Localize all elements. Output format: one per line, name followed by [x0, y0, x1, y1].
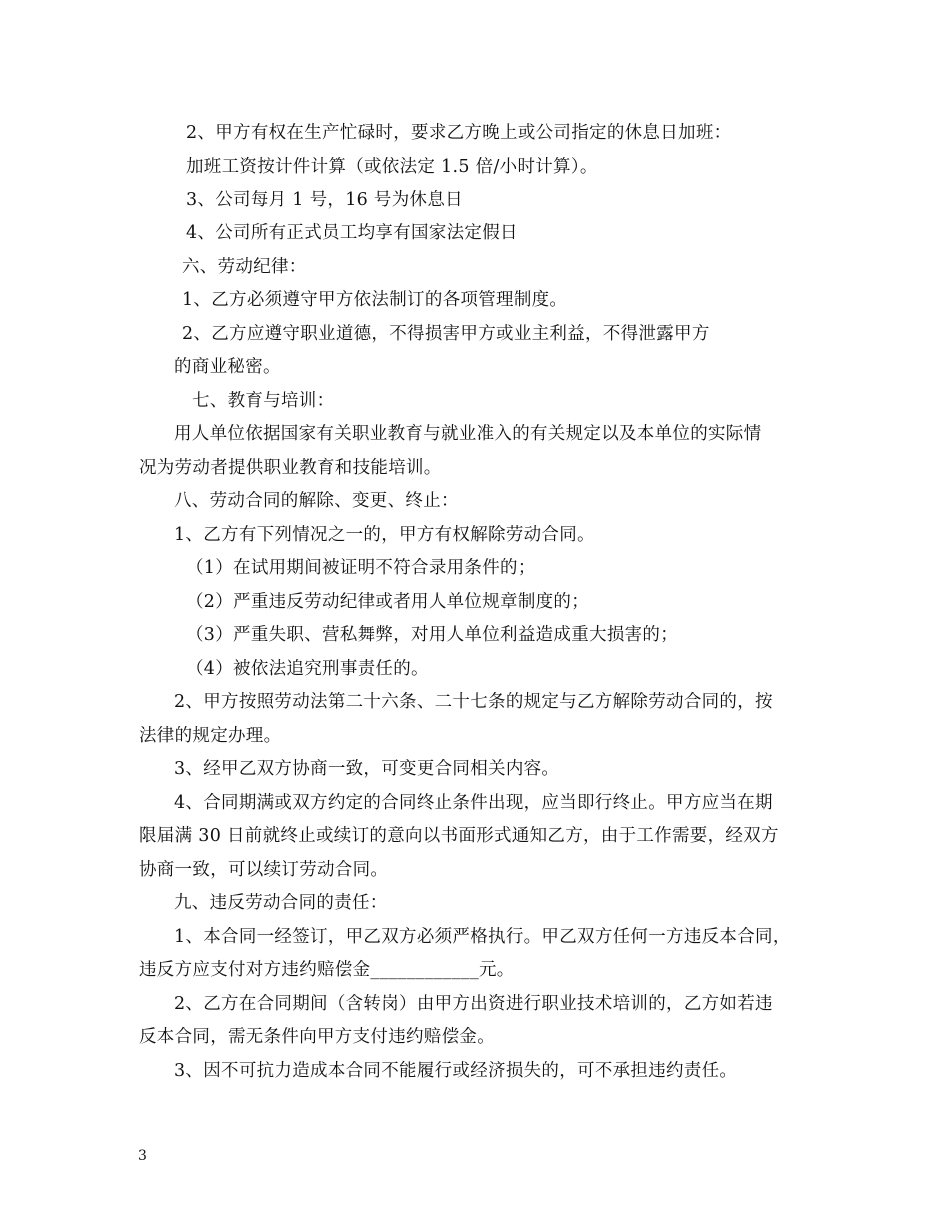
list-item: （3）严重失职、营私舞弊，对用人单位利益造成重大损害的； — [186, 625, 679, 645]
text-line: 加班工资按计件计算（或依法定 1.5 倍/小时计算）。 — [186, 157, 598, 177]
text-line: 4、公司所有正式员工均享有国家法定假日 — [186, 223, 518, 243]
text-line: 协商一致，可以续订劳动合同。 — [139, 860, 389, 880]
text-line: 法律的规定办理。 — [139, 726, 282, 746]
text-line: 2、甲方有权在生产忙碌时，要求乙方晚上或公司指定的休息日加班： — [186, 123, 732, 143]
list-item: （1）在试用期间被证明不符合录用条件的； — [186, 558, 536, 578]
text-line: 况为劳动者提供职业教育和技能培训。 — [139, 458, 442, 478]
text-line: 2、乙方应遵守职业道德，不得损害甲方或业主利益，不得泄露甲方 — [182, 324, 710, 344]
section-heading: 九、违反劳动合同的责任： — [174, 893, 388, 913]
text-line: 1、乙方必须遵守甲方依法制订的各项管理制度。 — [182, 290, 568, 310]
text-line: 4、合同期满或双方约定的合同终止条件出现，应当即行终止。甲方应当在期 — [174, 793, 773, 813]
section-heading: 六、劳动纪律： — [182, 257, 307, 277]
text-line: 限届满 30 日前就终止或续订的意向以书面形式通知乙方，由于工作需要，经双方 — [139, 826, 779, 846]
list-item: （2）严重违反劳动纪律或者用人单位规章制度的； — [186, 592, 590, 612]
text-line: 的商业秘密。 — [174, 357, 281, 377]
text-line: 1、本合同一经签订，甲乙双方必须严格执行。甲乙双方任何一方违反本合同， — [174, 927, 791, 947]
list-item: （4）被依法追究刑事责任的。 — [186, 659, 429, 679]
text-line: 违反方应支付对方违约赔偿金____________元。 — [139, 960, 515, 980]
text-line: 2、甲方按照劳动法第二十六条、二十七条的规定与乙方解除劳动合同的，按 — [174, 692, 773, 712]
page-number: 3 — [138, 1148, 147, 1164]
text-line: 3、公司每月 1 号，16 号为休息日 — [186, 190, 463, 210]
text-line: 反本合同，需无条件向甲方支付违约赔偿金。 — [139, 1027, 495, 1047]
text-line: 用人单位依据国家有关职业教育与就业准入的有关规定以及本单位的实际情 — [174, 424, 762, 444]
section-heading: 七、教育与培训： — [192, 391, 335, 411]
text-line: 1、乙方有下列情况之一的，甲方有权解除劳动合同。 — [174, 525, 595, 545]
text-line: 2、乙方在合同期间（含转岗）由甲方出资进行职业技术培训的，乙方如若违 — [174, 994, 773, 1014]
text-line: 3、因不可抗力造成本合同不能履行或经济损失的，可不承担违约责任。 — [174, 1061, 738, 1081]
text-line: 3、经甲乙双方协商一致，可变更合同相关内容。 — [174, 759, 560, 779]
section-heading: 八、劳动合同的解除、变更、终止： — [174, 491, 459, 511]
